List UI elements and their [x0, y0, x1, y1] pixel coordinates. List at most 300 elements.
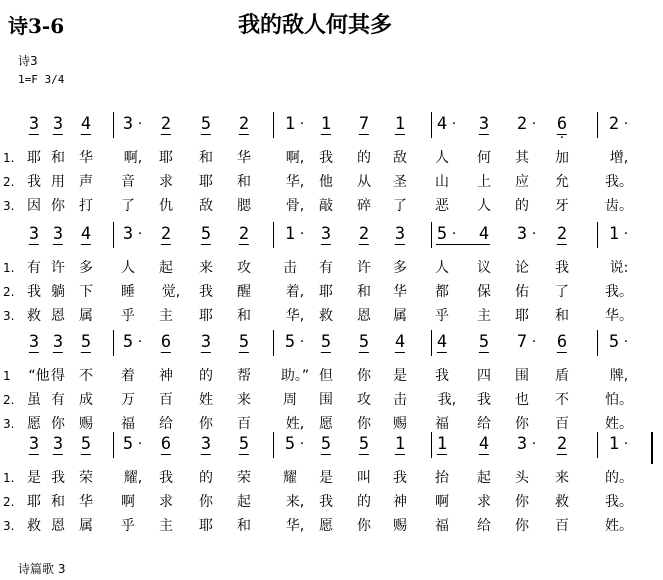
lyric-syllable: 啊 — [121, 494, 135, 510]
verse-number: 3. — [3, 417, 15, 431]
note: 3 — [200, 434, 212, 454]
lyric-syllable: 神 — [159, 368, 173, 384]
note: 1 — [436, 434, 448, 454]
lyric-syllable: 我 — [27, 284, 41, 300]
lyric-syllable: 神 — [393, 494, 407, 510]
bar-line — [597, 112, 598, 138]
lyric-syllable: 和 — [51, 494, 65, 510]
lyric-syllable: 都 — [435, 284, 449, 300]
note: 2 — [556, 224, 568, 244]
lyric-syllable: 属 — [79, 308, 93, 324]
lyric-syllable: 华 — [79, 494, 93, 510]
lyric-syllable: 和 — [237, 308, 251, 324]
lyric-syllable: 许 — [51, 260, 65, 276]
lyric-syllable: 愿 — [27, 416, 41, 432]
lyric-syllable: 属 — [393, 308, 407, 324]
lyric-syllable: 也 — [515, 392, 529, 408]
lyric-syllable: 救 — [319, 308, 333, 324]
lyric-syllable: 荣 — [237, 470, 251, 486]
lyric-syllable: 姓 — [199, 392, 213, 408]
score-system-2 — [0, 222, 663, 342]
lyric-syllable: 是 — [27, 470, 41, 486]
lyric-syllable: 周 — [283, 392, 297, 408]
lyric-syllable: 多 — [79, 260, 93, 276]
note: 3 — [122, 224, 134, 244]
lyric-syllable: 救 — [27, 308, 41, 324]
lyric-syllable: 属 — [79, 518, 93, 534]
dotted-note-dot: · — [299, 334, 305, 350]
lyric-syllable: 我 — [477, 392, 491, 408]
hymn-title: 我的敌人何其多 — [238, 12, 393, 38]
note: 4 — [478, 224, 490, 244]
lyric-syllable: 声 — [79, 174, 93, 190]
note: 5 — [122, 434, 134, 454]
lyric-syllable: 醒 — [237, 284, 251, 300]
verse-number: 3. — [3, 309, 15, 323]
note: 7 — [358, 114, 370, 134]
lyric-syllable: 保 — [477, 284, 491, 300]
lyric-syllable: 万 — [121, 392, 135, 408]
lyric-syllable: 帮 — [237, 368, 251, 384]
lyric-syllable: 给 — [477, 416, 491, 432]
note: 1 — [284, 224, 296, 244]
note: 4 — [394, 332, 406, 352]
lyric-syllable: 起 — [237, 494, 251, 510]
lyric-syllable: 得 — [51, 368, 65, 384]
lyric-syllable: 说: — [609, 260, 629, 276]
note: 5 — [122, 332, 134, 352]
lyric-syllable: 成 — [79, 392, 93, 408]
lyric-syllable: 耶 — [515, 308, 529, 324]
note: 1 — [284, 114, 296, 134]
lyric-syllable: 啊, — [285, 150, 305, 166]
lyric-syllable: 和 — [357, 284, 371, 300]
note: 6 — [556, 332, 568, 352]
note: 1 — [320, 114, 332, 134]
note: 5 — [200, 114, 212, 134]
lyric-syllable: “他 — [28, 368, 50, 384]
lyric-syllable: 我 — [319, 150, 333, 166]
note: 5 — [80, 332, 92, 352]
lyric-syllable: 和 — [199, 150, 213, 166]
lyric-syllable: 华 — [237, 150, 251, 166]
note: 5 — [608, 332, 620, 352]
lyric-syllable: 乎 — [435, 308, 449, 324]
lyric-syllable: 抬 — [435, 470, 449, 486]
lyric-syllable: 起 — [159, 260, 173, 276]
lyric-syllable: 愿 — [319, 518, 333, 534]
lyric-syllable: 有 — [27, 260, 41, 276]
lyric-syllable: 击 — [393, 392, 407, 408]
lyric-syllable: 攻 — [237, 260, 251, 276]
lyric-syllable: 耶 — [27, 150, 41, 166]
note: 3 — [122, 114, 134, 134]
lyric-syllable: 他 — [319, 174, 333, 190]
bar-line — [597, 222, 598, 248]
note: 2 — [556, 434, 568, 454]
lyric-syllable: 允 — [555, 174, 569, 190]
lyric-syllable: 击 — [283, 260, 297, 276]
lyric-syllable: 应 — [515, 174, 529, 190]
lyric-syllable: 叫 — [357, 470, 371, 486]
lyric-syllable: 耶 — [199, 308, 213, 324]
note: 1 — [608, 224, 620, 244]
lyric-syllable: 起 — [477, 470, 491, 486]
lyric-syllable: 求 — [159, 494, 173, 510]
bar-line — [113, 222, 114, 248]
lyric-syllable: 的 — [199, 368, 213, 384]
note: 3 — [516, 434, 528, 454]
lyric-syllable: 四 — [477, 368, 491, 384]
lyric-syllable: 我 — [159, 470, 173, 486]
lyric-syllable: 打 — [79, 198, 93, 214]
note: 6 — [556, 114, 568, 134]
dotted-note-dot: · — [451, 226, 457, 242]
note: 5 — [320, 434, 332, 454]
lyric-syllable: 你 — [199, 494, 213, 510]
bar-line — [597, 330, 598, 356]
score-system-4 — [0, 432, 663, 552]
lyric-syllable: 躺 — [51, 284, 65, 300]
note: 5 — [478, 332, 490, 352]
lyric-syllable: 我 — [435, 368, 449, 384]
note: 3 — [28, 224, 40, 244]
lyric-syllable: 的 — [357, 494, 371, 510]
lyric-syllable: 姓, — [285, 416, 305, 432]
note: 5 — [358, 332, 370, 352]
lyric-syllable: 的。 — [605, 470, 633, 486]
bar-line — [273, 432, 274, 458]
bar-line — [113, 432, 114, 458]
note: 5 — [200, 224, 212, 244]
note: 3 — [52, 114, 64, 134]
lyric-syllable: 增, — [609, 150, 629, 166]
note: 3 — [478, 114, 490, 134]
lyric-syllable: 乎 — [121, 518, 135, 534]
lyric-syllable: 赐 — [79, 416, 93, 432]
dotted-note-dot: · — [623, 436, 629, 452]
note: 3 — [52, 224, 64, 244]
note: 1 — [394, 114, 406, 134]
lyric-syllable: 了 — [121, 198, 135, 214]
note: 2 — [516, 114, 528, 134]
lyric-syllable: 仇 — [159, 198, 173, 214]
lyric-syllable: 来, — [285, 494, 305, 510]
lyric-syllable: 你 — [357, 416, 371, 432]
lyric-syllable: 华, — [285, 308, 305, 324]
lyric-syllable: 加 — [555, 150, 569, 166]
lyric-syllable: 你 — [515, 518, 529, 534]
lyric-syllable: 福 — [435, 416, 449, 432]
note: 5 — [320, 332, 332, 352]
note: 2 — [238, 224, 250, 244]
note: 2 — [238, 114, 250, 134]
dotted-note-dot: · — [531, 436, 537, 452]
dotted-note-dot: · — [623, 116, 629, 132]
bar-line — [273, 330, 274, 356]
key-signature: 1=F 3/4 — [18, 73, 65, 86]
lyric-syllable: 论 — [515, 260, 529, 276]
lyric-syllable: 和 — [555, 308, 569, 324]
lyric-syllable: 啊, — [123, 150, 143, 166]
lyric-syllable: 你 — [357, 518, 371, 534]
lyric-syllable: 人 — [477, 198, 491, 214]
lyric-syllable: 来 — [237, 392, 251, 408]
lyric-syllable: 骨, — [285, 198, 305, 214]
lyric-syllable: 恩 — [51, 518, 65, 534]
lyric-syllable: 百 — [159, 392, 173, 408]
lyric-syllable: 你 — [515, 416, 529, 432]
lyric-syllable: 圣 — [393, 174, 407, 190]
lyric-syllable: 腮 — [237, 198, 251, 214]
psalm-label: 诗3 — [18, 54, 38, 68]
lyric-syllable: 你 — [51, 198, 65, 214]
lyric-syllable: 齿。 — [605, 198, 633, 214]
verse-number: 3. — [3, 199, 15, 213]
lyric-syllable: 赐 — [393, 518, 407, 534]
lyric-syllable: 姓。 — [605, 416, 633, 432]
lyric-syllable: 我。 — [605, 174, 633, 190]
lyric-syllable: 愿 — [319, 416, 333, 432]
verse-number: 1. — [3, 151, 15, 165]
lyric-syllable: 华, — [285, 174, 305, 190]
lyric-syllable: 觉, — [161, 284, 181, 300]
lyric-syllable: 人 — [435, 260, 449, 276]
bar-line — [431, 222, 432, 248]
dotted-note-dot: · — [137, 226, 143, 242]
lyric-syllable: 是 — [393, 368, 407, 384]
lyric-syllable: 了 — [555, 284, 569, 300]
lyric-syllable: 人 — [435, 150, 449, 166]
lyric-syllable: 有 — [319, 260, 333, 276]
lyric-syllable: 耀 — [283, 470, 297, 486]
lyric-syllable: 助。” — [280, 368, 310, 384]
lyric-syllable: 求 — [477, 494, 491, 510]
lyric-syllable: 耶 — [159, 150, 173, 166]
note: 4 — [80, 114, 92, 134]
note: 7 — [516, 332, 528, 352]
verse-number: 2. — [3, 285, 15, 299]
dotted-note-dot: · — [531, 226, 537, 242]
final-bar-line — [651, 432, 653, 464]
note: 4 — [436, 332, 448, 352]
lyric-syllable: 和 — [51, 150, 65, 166]
lyric-syllable: 耶 — [199, 518, 213, 534]
lyric-syllable: 我。 — [605, 494, 633, 510]
bar-line — [597, 432, 598, 458]
lyric-syllable: 怕。 — [605, 392, 633, 408]
dotted-note-dot: · — [299, 436, 305, 452]
dotted-note-dot: · — [137, 334, 143, 350]
lyric-syllable: 上 — [477, 174, 491, 190]
lyric-syllable: 用 — [51, 174, 65, 190]
bar-line — [273, 222, 274, 248]
lyric-syllable: 求 — [159, 174, 173, 190]
dotted-note-dot: · — [137, 436, 143, 452]
lower-octave-dot: · — [559, 130, 565, 146]
lyric-syllable: 何 — [477, 150, 491, 166]
lyric-syllable: 耶 — [27, 494, 41, 510]
note: 5 — [80, 434, 92, 454]
lyric-syllable: 我 — [555, 260, 569, 276]
verse-number: 2. — [3, 393, 15, 407]
note: 3 — [28, 114, 40, 134]
lyric-syllable: 着 — [121, 368, 135, 384]
lyric-syllable: 音 — [121, 174, 135, 190]
note: 4 — [478, 434, 490, 454]
lyric-syllable: 不 — [79, 368, 93, 384]
lyric-syllable: 我 — [27, 174, 41, 190]
dotted-note-dot: · — [531, 116, 537, 132]
lyric-syllable: 你 — [51, 416, 65, 432]
note: 3 — [28, 332, 40, 352]
note: 4 — [80, 224, 92, 244]
lyric-syllable: 福 — [435, 518, 449, 534]
lyric-syllable: 头 — [515, 470, 529, 486]
lyric-syllable: 围 — [515, 368, 529, 384]
lyric-syllable: 睡 — [121, 284, 135, 300]
lyric-syllable: 议 — [477, 260, 491, 276]
score-system-1 — [0, 112, 663, 232]
note: 5 — [238, 434, 250, 454]
lyric-syllable: 给 — [159, 416, 173, 432]
lyric-syllable: 来 — [199, 260, 213, 276]
lyric-syllable: 和 — [237, 174, 251, 190]
lyric-syllable: 救 — [27, 518, 41, 534]
lyric-syllable: 攻 — [357, 392, 371, 408]
dotted-note-dot: · — [299, 116, 305, 132]
bar-line — [431, 432, 432, 458]
lyric-syllable: 华 — [393, 284, 407, 300]
lyric-syllable: 耶 — [319, 284, 333, 300]
lyric-syllable: 你 — [199, 416, 213, 432]
verse-number: 2. — [3, 495, 15, 509]
lyric-syllable: 的 — [357, 150, 371, 166]
bar-line — [113, 330, 114, 356]
lyric-syllable: 啊 — [435, 494, 449, 510]
lyric-syllable: 我 — [393, 470, 407, 486]
lyric-syllable: 牌, — [609, 368, 629, 384]
note: 1 — [394, 434, 406, 454]
lyric-syllable: 你 — [357, 368, 371, 384]
lyric-syllable: 赐 — [393, 416, 407, 432]
lyric-syllable: 我, — [437, 392, 457, 408]
lyric-syllable: 百 — [555, 518, 569, 534]
lyric-syllable: 恩 — [51, 308, 65, 324]
note: 5 — [284, 332, 296, 352]
lyric-syllable: 百 — [555, 416, 569, 432]
lyric-syllable: 和 — [237, 518, 251, 534]
note: 3 — [28, 434, 40, 454]
lyric-syllable: 姓。 — [605, 518, 633, 534]
dotted-note-dot: · — [623, 226, 629, 242]
lyric-syllable: 百 — [237, 416, 251, 432]
lyric-syllable: 来 — [555, 470, 569, 486]
verse-number: 1. — [3, 471, 15, 485]
verse-number: 3. — [3, 519, 15, 533]
lyric-syllable: 主 — [159, 308, 173, 324]
verse-number: 1. — [3, 261, 15, 275]
lyric-syllable: 但 — [319, 368, 333, 384]
lyric-syllable: 的 — [515, 198, 529, 214]
lyric-syllable: 华, — [285, 518, 305, 534]
lyric-syllable: 多 — [393, 260, 407, 276]
note: 3 — [320, 224, 332, 244]
lyric-syllable: 我 — [51, 470, 65, 486]
lyric-syllable: 华。 — [605, 308, 633, 324]
lyric-syllable: 你 — [515, 494, 529, 510]
bar-line — [431, 330, 432, 356]
lyric-syllable: 许 — [357, 260, 371, 276]
lyric-syllable: 耶 — [199, 174, 213, 190]
lyric-syllable: 虽 — [27, 392, 41, 408]
lyric-syllable: 华 — [79, 150, 93, 166]
lyric-syllable: 了 — [393, 198, 407, 214]
lyric-syllable: 牙 — [555, 198, 569, 214]
lyric-syllable: 恶 — [435, 198, 449, 214]
lyric-syllable: 主 — [477, 308, 491, 324]
note: 3 — [52, 434, 64, 454]
lyric-syllable: 围 — [319, 392, 333, 408]
lyric-syllable: 乎 — [121, 308, 135, 324]
lyric-syllable: 有 — [51, 392, 65, 408]
lyric-syllable: 碎 — [357, 198, 371, 214]
lyric-syllable: 下 — [79, 284, 93, 300]
lyric-syllable: 我 — [199, 284, 213, 300]
lyric-syllable: 给 — [477, 518, 491, 534]
note: 5 — [238, 332, 250, 352]
lyric-syllable: 救 — [555, 494, 569, 510]
lyric-syllable: 山 — [435, 174, 449, 190]
note: 2 — [608, 114, 620, 134]
verse-number: 2. — [3, 175, 15, 189]
hymn-code: 诗3-6 — [8, 14, 65, 38]
lyric-syllable: 我。 — [605, 284, 633, 300]
lyric-syllable: 其 — [515, 150, 529, 166]
note: 6 — [160, 434, 172, 454]
note: 3 — [52, 332, 64, 352]
dotted-note-dot: · — [531, 334, 537, 350]
note: 2 — [160, 114, 172, 134]
lyric-syllable: 是 — [319, 470, 333, 486]
note: 3 — [516, 224, 528, 244]
note: 3 — [200, 332, 212, 352]
dotted-note-dot: · — [137, 116, 143, 132]
dotted-note-dot: · — [299, 226, 305, 242]
lyric-syllable: 不 — [555, 392, 569, 408]
note: 6 — [160, 332, 172, 352]
lyric-syllable: 敲 — [319, 198, 333, 214]
note: 5 — [358, 434, 370, 454]
lyric-syllable: 恩 — [357, 308, 371, 324]
verse-number: 1 — [3, 369, 11, 383]
bar-line — [431, 112, 432, 138]
lyric-syllable: 耀, — [123, 470, 143, 486]
bar-line — [113, 112, 114, 138]
note: 2 — [358, 224, 370, 244]
lyric-syllable: 敌 — [393, 150, 407, 166]
lyric-syllable: 的 — [199, 470, 213, 486]
note: 5 — [436, 224, 448, 244]
dotted-note-dot: · — [623, 334, 629, 350]
footer-source: 诗篇歌 3 — [18, 562, 66, 576]
lyric-syllable: 敌 — [199, 198, 213, 214]
lyric-syllable: 荣 — [79, 470, 93, 486]
lyric-syllable: 人 — [121, 260, 135, 276]
lyric-syllable: 我 — [319, 494, 333, 510]
bar-line — [273, 112, 274, 138]
lyric-syllable: 着, — [285, 284, 305, 300]
